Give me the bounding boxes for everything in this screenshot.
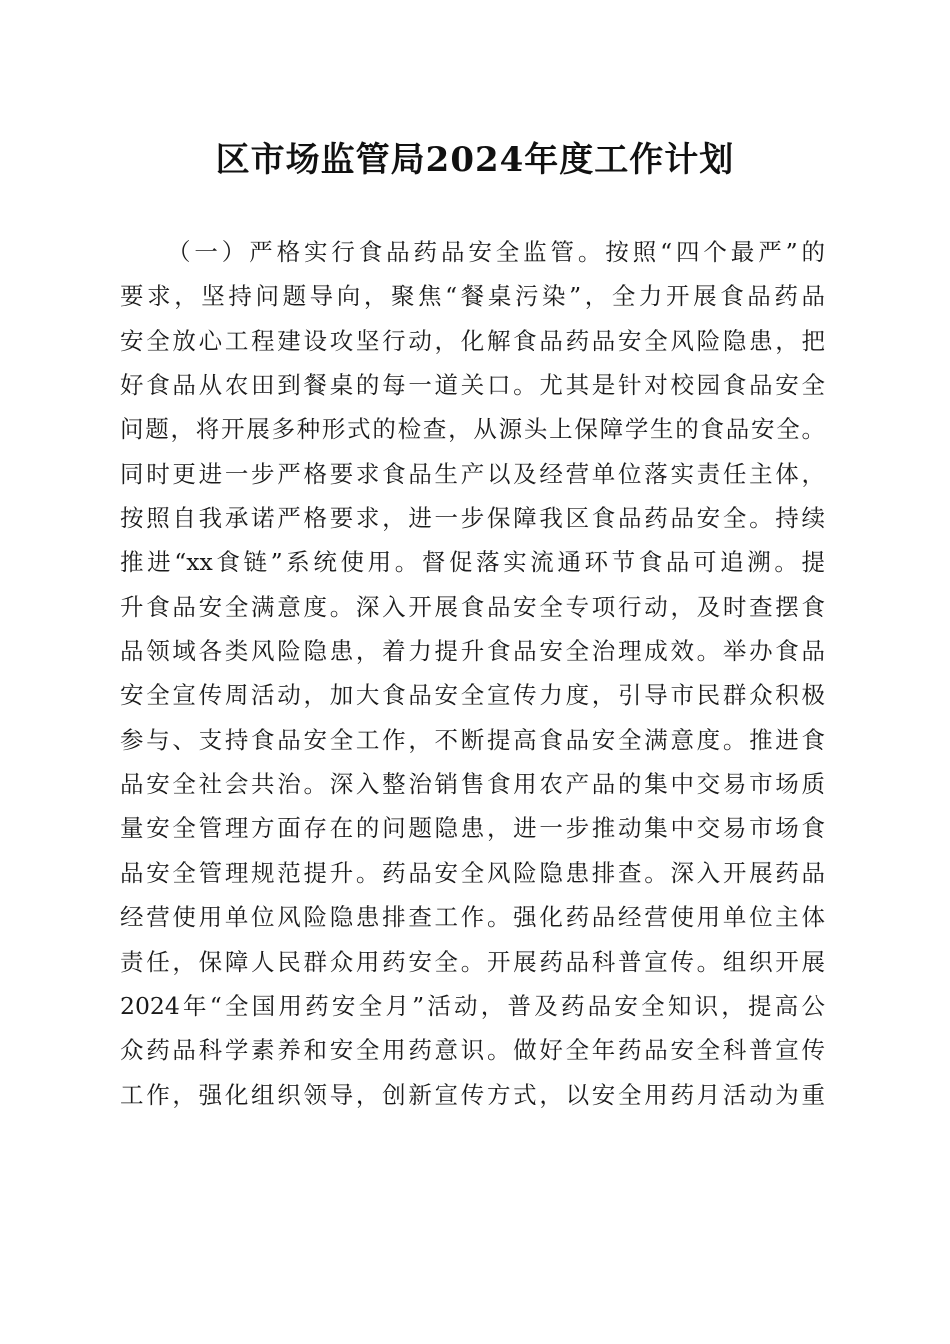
paragraph-line: 升食品安全满意度。深入开展食品安全专项行动，及时查摆食 bbox=[120, 592, 825, 621]
paragraph-line: 好食品从农田到餐桌的每一道关口。尤其是针对校园食品安全 bbox=[120, 371, 825, 400]
paragraph-line: 品安全社会共治。深入整治销售食用农产品的集中交易市场质 bbox=[120, 770, 825, 799]
paragraph-line: 众药品科学素养和安全用药意识。做好全年药品安全科普宣传 bbox=[120, 1036, 825, 1065]
paragraph-line: 经营使用单位风险隐患排查工作。强化药品经营使用单位主体 bbox=[120, 903, 825, 932]
paragraph-line: 安全放心工程建设攻坚行动，化解食品药品安全风险隐患，把 bbox=[120, 326, 825, 355]
document-body bbox=[120, 230, 825, 1117]
paragraph-line: 品安全管理规范提升。药品安全风险隐患排查。深入开展药品 bbox=[120, 858, 825, 887]
paragraph-line: 参与、支持食品安全工作，不断提高食品安全满意度。推进食 bbox=[120, 725, 825, 754]
paragraph-line: 品领域各类风险隐患，着力提升食品安全治理成效。举办食品 bbox=[120, 637, 825, 666]
paragraph-line: （一）严格实行食品药品安全监管。按照“四个最严”的 bbox=[167, 238, 825, 266]
paragraph-line: 安全宣传周活动，加大食品安全宣传力度，引导市民群众积极 bbox=[120, 681, 825, 710]
paragraph-line: 推进“xx食链”系统使用。督促落实流通环节食品可追溯。提 bbox=[120, 548, 825, 577]
paragraph-line: 责任，保障人民群众用药安全。开展药品科普宣传。组织开展 bbox=[120, 947, 825, 976]
paragraph-line: 工作，强化组织领导，创新宣传方式，以安全用药月活动为重 bbox=[120, 1080, 825, 1109]
paragraph-line: 要求，坚持问题导向，聚焦“餐桌污染”，全力开展食品药品 bbox=[120, 282, 825, 311]
paragraph-line: 量安全管理方面存在的问题隐患，进一步推动集中交易市场食 bbox=[120, 814, 825, 843]
paragraph-line: 同时更进一步严格要求食品生产以及经营单位落实责任主体， bbox=[120, 459, 825, 488]
paragraph-line: 按照自我承诺严格要求，进一步保障我区食品药品安全。持续 bbox=[120, 504, 825, 533]
paragraph-line: 问题，将开展多种形式的检查，从源头上保障学生的食品安全。 bbox=[120, 415, 825, 444]
paragraph-line: 2024年“全国用药安全月”活动，普及药品安全知识，提高公 bbox=[120, 991, 825, 1020]
document-title: 区市场监管局2024年度工作计划 bbox=[215, 140, 735, 180]
